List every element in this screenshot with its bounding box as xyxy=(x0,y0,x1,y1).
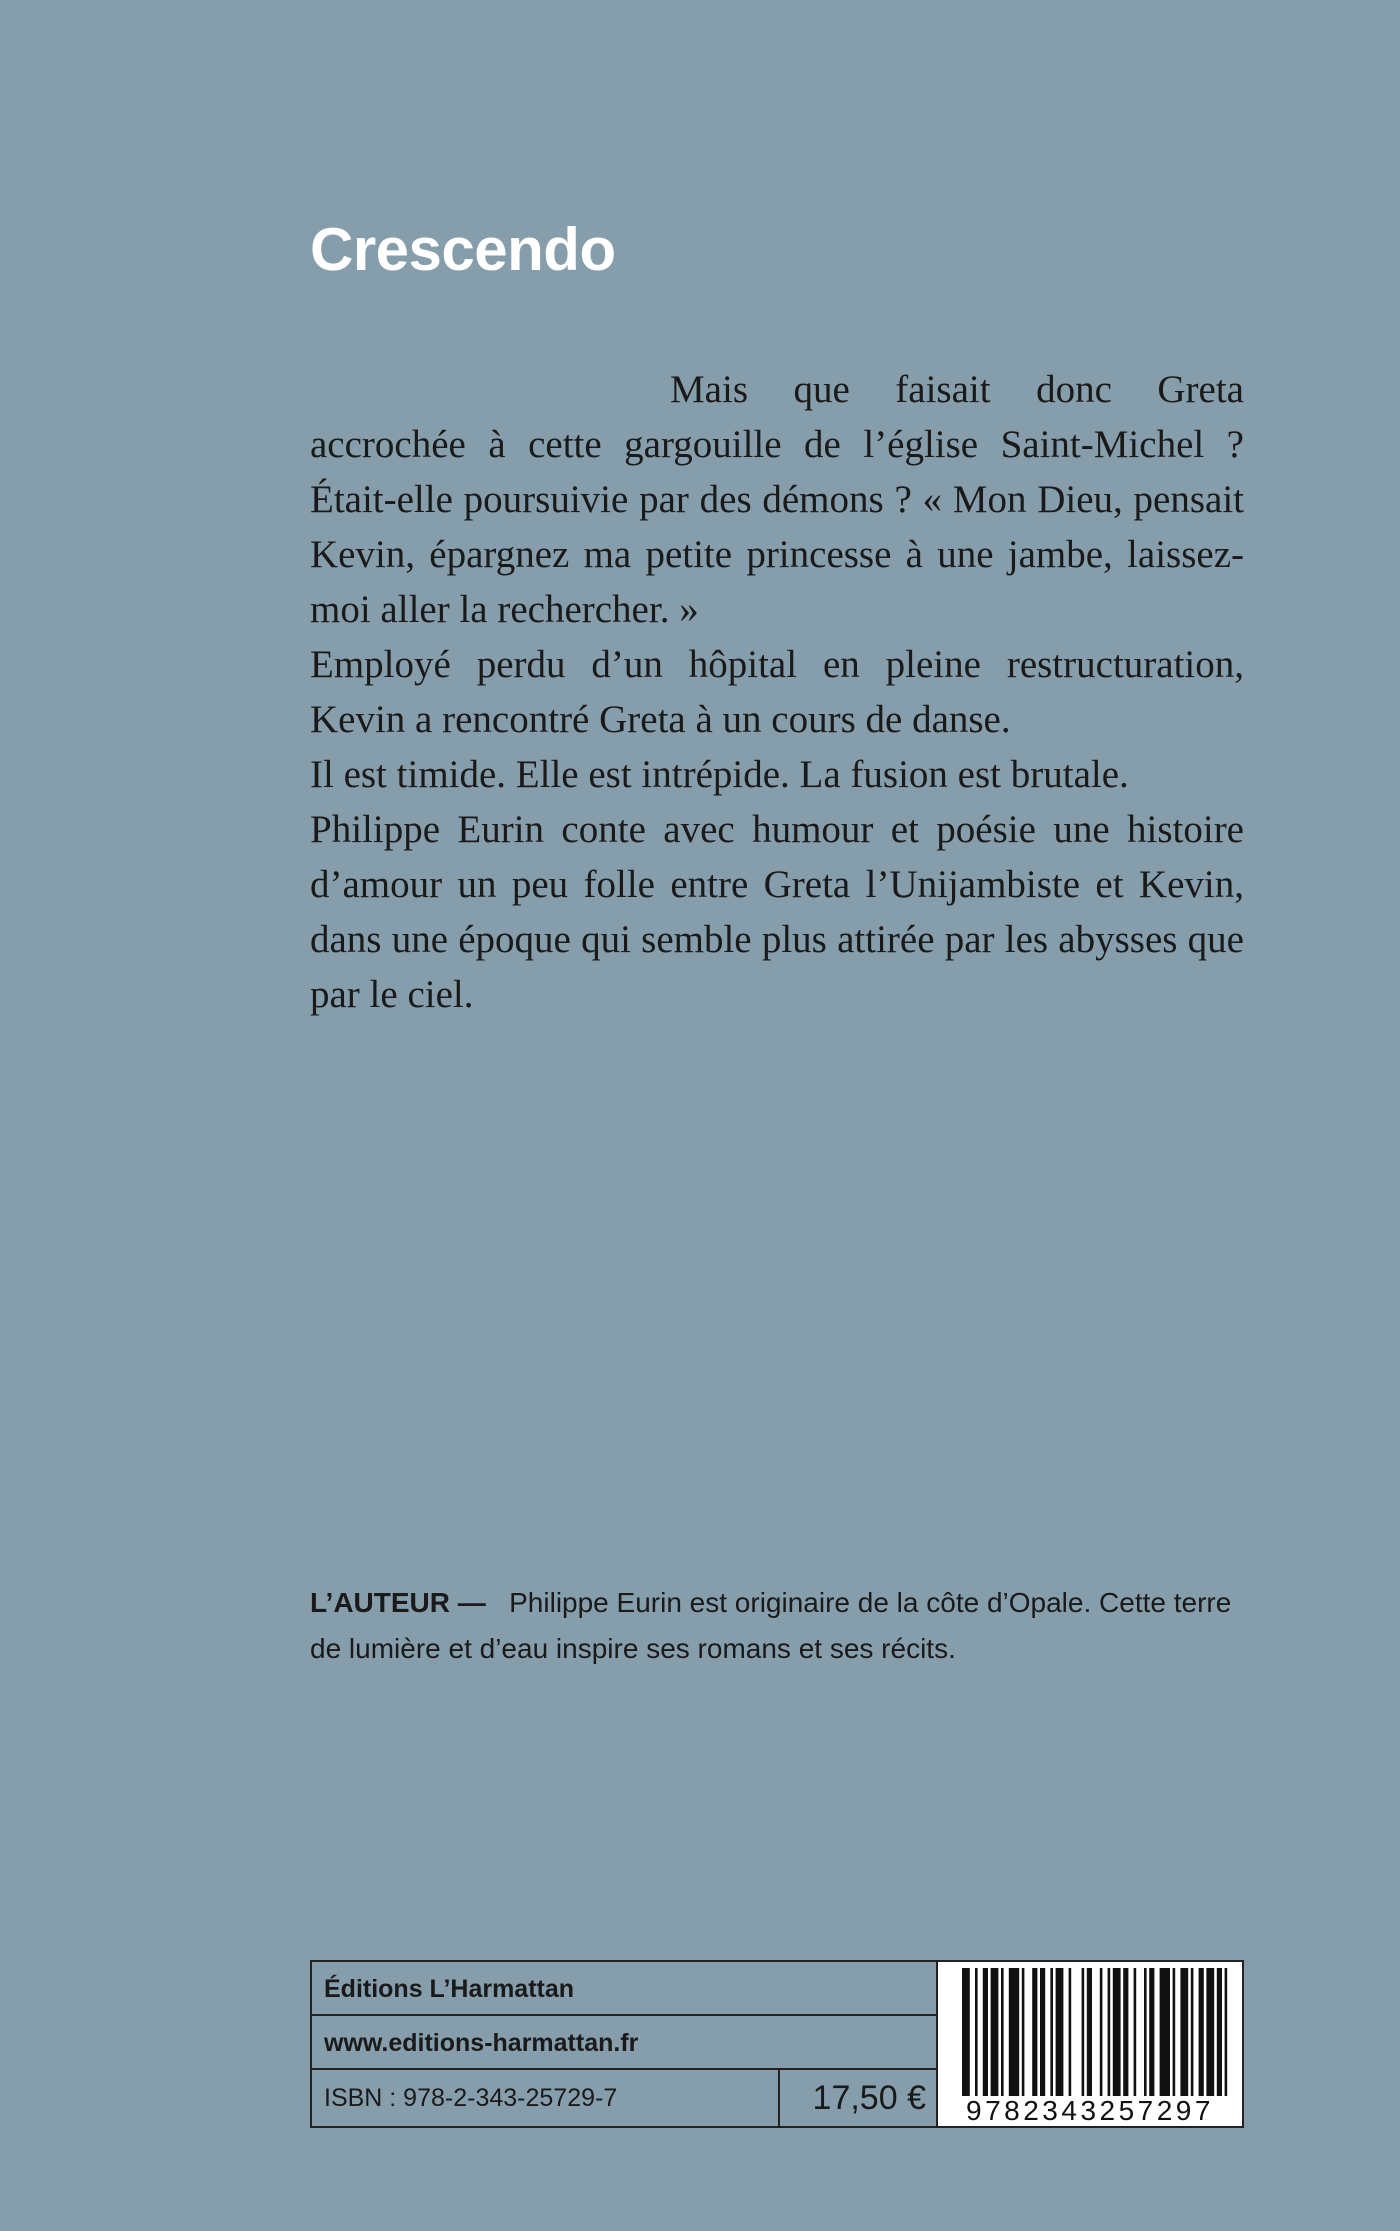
blurb-paragraph: Il est timide. Elle est intrépide. La fusion est brutale. xyxy=(310,753,1129,796)
publisher-website: www.editions-harmattan.fr xyxy=(312,2016,936,2070)
barcode-bar xyxy=(1113,1968,1121,2096)
barcode-bar xyxy=(1009,1968,1019,2096)
barcode xyxy=(936,1962,1242,2126)
barcode-bar xyxy=(1040,1968,1045,2096)
price: 17,50 € xyxy=(812,2079,926,2117)
barcode-number: 9782343257297 xyxy=(942,2096,1238,2126)
barcode-bar xyxy=(1134,1968,1137,2096)
barcode-bar xyxy=(1001,1968,1004,2096)
barcode-bar xyxy=(1217,1968,1222,2096)
barcode-bar xyxy=(1100,1968,1103,2096)
barcode-bar xyxy=(991,1968,999,2096)
barcode-bar xyxy=(1160,1968,1170,2096)
book-title: Crescendo xyxy=(310,216,616,283)
barcode-bar xyxy=(1108,1968,1111,2096)
barcode-bar xyxy=(1180,1968,1188,2096)
barcode-bar xyxy=(1206,1968,1214,2096)
barcode-bar xyxy=(975,1968,978,2096)
barcode-bar xyxy=(1056,1968,1064,2096)
blurb-paragraph: Mais que faisait donc Greta accrochée à cette gargouille de l’église Saint-Michel ? Était-elle poursuivie par des démons ? « Mon Dieu, pensait Kevin, épargnez ma petite princesse à une jambe, laissez-moi aller la rechercher. » xyxy=(310,368,1244,631)
blurb-paragraph: Employé perdu d’un hôpital en pleine restructuration, Kevin a rencontré Greta à un cours de danse. xyxy=(310,643,1244,741)
barcode-bar xyxy=(1123,1968,1128,2096)
publisher-name: Éditions L’Harmattan xyxy=(312,1962,936,2016)
barcode-bar xyxy=(1087,1968,1092,2096)
barcode-bar xyxy=(1191,1968,1194,2096)
barcode-bar xyxy=(1082,1968,1085,2096)
barcode-bar xyxy=(1173,1968,1176,2096)
author-text: Philippe Eurin est originaire de la côte d’Opale. Cette terre de lumière et d’eau inspire ses romans et ses récits. xyxy=(310,1587,1232,1664)
barcode-bar xyxy=(1149,1968,1154,2096)
barcode-bar xyxy=(1225,1968,1228,2096)
barcode-bar xyxy=(1144,1968,1147,2096)
barcode-bar xyxy=(962,1968,970,2096)
blurb xyxy=(310,362,1244,1022)
barcode-bar xyxy=(1199,1968,1204,2096)
barcode-bar xyxy=(983,1968,988,2096)
author-bio xyxy=(310,1580,1244,1672)
barcode-bar xyxy=(1069,1968,1072,2096)
author-label: L’AUTEUR — xyxy=(310,1587,486,1618)
barcode-bar xyxy=(1032,1968,1037,2096)
publisher-box xyxy=(310,1960,1244,2128)
isbn: ISBN : 978-2-343-25729-7 xyxy=(312,2070,780,2126)
blurb-paragraph: Philippe Eurin conte avec humour et poésie une histoire d’amour un peu folle entre Greta l’Unijambiste et Kevin, dans une époque qui semble plus attirée par les abysses que par le ciel. xyxy=(310,808,1244,1016)
barcode-bar xyxy=(1050,1968,1053,2096)
barcode-bar xyxy=(1022,1968,1025,2096)
